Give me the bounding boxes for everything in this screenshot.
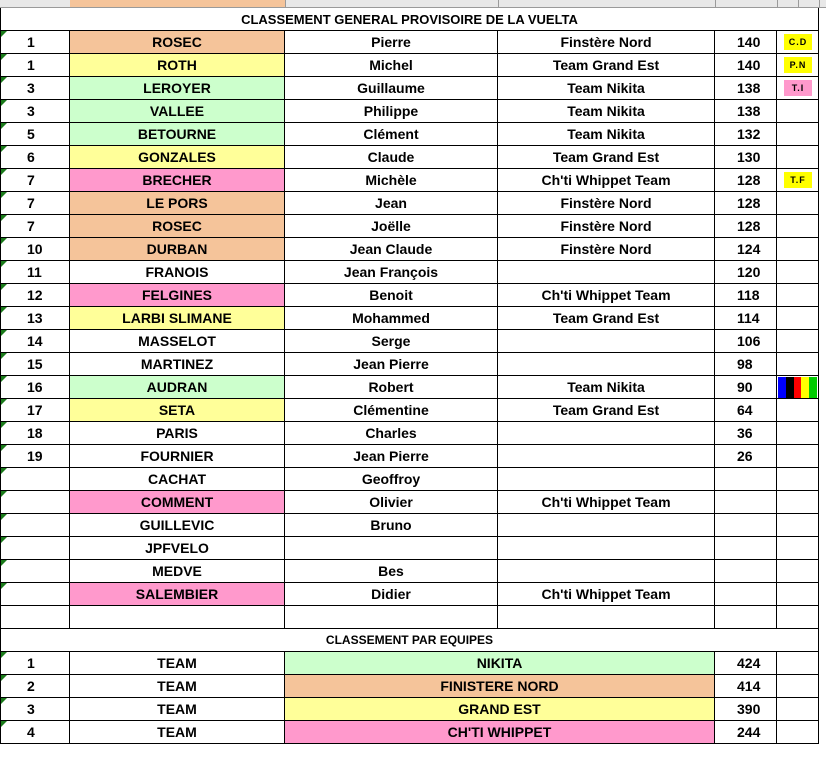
rider-firstname-cell[interactable]: Jean <box>285 192 498 215</box>
team-row <box>0 698 826 721</box>
rider-lastname-cell[interactable]: FRANOIS <box>70 261 285 284</box>
rider-row <box>0 537 826 560</box>
blank-cell-a[interactable] <box>0 606 70 629</box>
rider-lastname-cell[interactable]: PARIS <box>70 422 285 445</box>
rider-rank-cell[interactable]: 7 <box>0 215 70 238</box>
rider-jersey-cell[interactable] <box>777 399 819 422</box>
rider-points-cell[interactable]: 124 <box>715 238 777 261</box>
team-label-cell[interactable]: TEAM <box>70 721 285 744</box>
rider-row <box>0 491 826 514</box>
rider-row <box>0 261 826 284</box>
rider-lastname-cell[interactable]: DURBAN <box>70 238 285 261</box>
rider-row <box>0 353 826 376</box>
rider-row <box>0 100 826 123</box>
rider-rank-cell[interactable]: 5 <box>0 123 70 146</box>
rider-jersey-cell[interactable] <box>777 583 819 606</box>
jersey-badge: C.D <box>784 34 812 50</box>
team-row <box>0 721 826 744</box>
rider-team-cell[interactable] <box>498 468 715 491</box>
team-name-cell[interactable]: CH'TI WHIPPET <box>285 721 715 744</box>
rider-row <box>0 238 826 261</box>
rider-row <box>0 468 826 491</box>
rider-team-cell[interactable]: Finstère Nord <box>498 192 715 215</box>
rider-row <box>0 31 826 54</box>
rider-firstname-cell[interactable]: Didier <box>285 583 498 606</box>
rider-rank-cell[interactable]: 14 <box>0 330 70 353</box>
rider-team-cell[interactable]: Ch'ti Whippet Team <box>498 491 715 514</box>
team-name-cell[interactable]: FINISTERE NORD <box>285 675 715 698</box>
rider-jersey-cell[interactable] <box>777 215 819 238</box>
rider-jersey-cell[interactable] <box>777 376 819 399</box>
team-label-cell[interactable]: TEAM <box>70 698 285 721</box>
rider-jersey-cell[interactable] <box>777 261 819 284</box>
rider-firstname-cell[interactable]: Clémentine <box>285 399 498 422</box>
rider-team-cell[interactable]: Team Nikita <box>498 123 715 146</box>
rider-jersey-cell[interactable] <box>777 123 819 146</box>
column-header-c[interactable] <box>285 0 499 7</box>
team-rank-cell[interactable]: 2 <box>0 675 70 698</box>
team-empty-cell[interactable] <box>777 698 819 721</box>
rider-rank-cell[interactable]: 10 <box>0 238 70 261</box>
rider-points-cell[interactable]: 106 <box>715 330 777 353</box>
rider-rank-cell[interactable] <box>0 491 70 514</box>
rider-firstname-cell[interactable]: Claude <box>285 146 498 169</box>
column-header-f[interactable] <box>777 0 799 7</box>
rider-team-cell[interactable]: Team Grand Est <box>498 399 715 422</box>
rider-row <box>0 422 826 445</box>
rider-lastname-cell[interactable]: LE PORS <box>70 192 285 215</box>
rider-rank-cell[interactable] <box>0 560 70 583</box>
rider-firstname-cell[interactable]: Geoffroy <box>285 468 498 491</box>
rider-row <box>0 123 826 146</box>
rider-jersey-cell[interactable] <box>777 468 819 491</box>
blank-row <box>0 606 826 629</box>
rider-jersey-cell[interactable] <box>777 445 819 468</box>
rider-team-cell[interactable]: Team Nikita <box>498 376 715 399</box>
rider-row <box>0 146 826 169</box>
rider-rank-cell[interactable]: 18 <box>0 422 70 445</box>
rider-jersey-cell[interactable] <box>777 146 819 169</box>
rider-lastname-cell[interactable]: SALEMBIER <box>70 583 285 606</box>
team-empty-cell[interactable] <box>777 652 819 675</box>
team-points-cell[interactable]: 390 <box>715 698 777 721</box>
rider-points-cell[interactable] <box>715 514 777 537</box>
rider-row <box>0 54 826 77</box>
team-rank-cell[interactable]: 4 <box>0 721 70 744</box>
team-rank-cell[interactable]: 3 <box>0 698 70 721</box>
rider-lastname-cell[interactable]: SETA <box>70 399 285 422</box>
rider-points-cell[interactable]: 90 <box>715 376 777 399</box>
rider-firstname-cell[interactable]: Pierre <box>285 31 498 54</box>
rider-firstname-cell[interactable]: Philippe <box>285 100 498 123</box>
rider-team-cell[interactable]: Team Grand Est <box>498 54 715 77</box>
rider-points-cell[interactable]: 26 <box>715 445 777 468</box>
rider-firstname-cell[interactable]: Jean Pierre <box>285 353 498 376</box>
column-header-d[interactable] <box>498 0 716 7</box>
rider-firstname-cell[interactable]: Michel <box>285 54 498 77</box>
rider-points-cell[interactable]: 140 <box>715 31 777 54</box>
rider-lastname-cell[interactable]: GUILLEVIC <box>70 514 285 537</box>
rider-firstname-cell[interactable]: Robert <box>285 376 498 399</box>
rider-team-cell[interactable]: Finstère Nord <box>498 238 715 261</box>
rider-jersey-cell[interactable] <box>777 192 819 215</box>
rider-points-cell[interactable]: 138 <box>715 100 777 123</box>
rider-rank-cell[interactable] <box>0 537 70 560</box>
rider-points-cell[interactable]: 64 <box>715 399 777 422</box>
rider-team-cell[interactable]: Finstère Nord <box>498 215 715 238</box>
rider-team-cell[interactable]: Team Nikita <box>498 100 715 123</box>
rider-rank-cell[interactable]: 11 <box>0 261 70 284</box>
rider-points-cell[interactable]: 128 <box>715 215 777 238</box>
rider-jersey-cell[interactable] <box>777 31 819 54</box>
rider-rank-cell[interactable] <box>0 514 70 537</box>
rider-firstname-cell[interactable]: Benoit <box>285 284 498 307</box>
rider-firstname-cell[interactable]: Olivier <box>285 491 498 514</box>
rider-lastname-cell[interactable]: GONZALES <box>70 146 285 169</box>
rider-team-cell[interactable]: Ch'ti Whippet Team <box>498 583 715 606</box>
rider-jersey-cell[interactable] <box>777 514 819 537</box>
rider-rank-cell[interactable]: 13 <box>0 307 70 330</box>
rider-points-cell[interactable]: 98 <box>715 353 777 376</box>
rider-points-cell[interactable] <box>715 468 777 491</box>
rider-team-cell[interactable]: Team Grand Est <box>498 146 715 169</box>
team-label-cell[interactable]: TEAM <box>70 652 285 675</box>
general-ranking-title[interactable]: CLASSEMENT GENERAL PROVISOIRE DE LA VUELTA <box>0 8 819 31</box>
rider-row <box>0 192 826 215</box>
rider-lastname-cell[interactable]: FOURNIER <box>70 445 285 468</box>
rider-firstname-cell[interactable]: Mohammed <box>285 307 498 330</box>
rider-firstname-cell[interactable]: Jean Claude <box>285 238 498 261</box>
rider-jersey-cell[interactable] <box>777 560 819 583</box>
rider-team-cell[interactable]: Finstère Nord <box>498 31 715 54</box>
rider-team-cell[interactable] <box>498 422 715 445</box>
rider-jersey-cell[interactable] <box>777 54 819 77</box>
rider-rank-cell[interactable]: 7 <box>0 192 70 215</box>
rider-jersey-cell[interactable] <box>777 169 819 192</box>
rider-jersey-cell[interactable] <box>777 422 819 445</box>
team-points-cell[interactable]: 414 <box>715 675 777 698</box>
jersey-badge: P.N <box>784 57 812 73</box>
rider-row <box>0 307 826 330</box>
rider-row <box>0 169 826 192</box>
rider-team-cell[interactable] <box>498 560 715 583</box>
rider-row <box>0 445 826 468</box>
rider-points-cell[interactable]: 128 <box>715 169 777 192</box>
rider-rank-cell[interactable] <box>0 583 70 606</box>
rider-lastname-cell[interactable]: FELGINES <box>70 284 285 307</box>
team-rank-cell[interactable]: 1 <box>0 652 70 675</box>
rider-team-cell[interactable]: Team Grand Est <box>498 307 715 330</box>
rider-team-cell[interactable]: Ch'ti Whippet Team <box>498 284 715 307</box>
rider-lastname-cell[interactable]: ROSEC <box>70 31 285 54</box>
rider-firstname-cell[interactable]: Jean Pierre <box>285 445 498 468</box>
rider-jersey-cell[interactable] <box>777 284 819 307</box>
rider-points-cell[interactable] <box>715 491 777 514</box>
rider-rank-cell[interactable]: 16 <box>0 376 70 399</box>
team-name-cell[interactable]: NIKITA <box>285 652 715 675</box>
team-label-cell[interactable]: TEAM <box>70 675 285 698</box>
rider-row <box>0 77 826 100</box>
rider-team-cell[interactable] <box>498 353 715 376</box>
rider-jersey-cell[interactable] <box>777 353 819 376</box>
rider-lastname-cell[interactable]: MASSELOT <box>70 330 285 353</box>
rider-rank-cell[interactable]: 19 <box>0 445 70 468</box>
rider-jersey-cell[interactable] <box>777 100 819 123</box>
rider-lastname-cell[interactable]: CACHAT <box>70 468 285 491</box>
rider-points-cell[interactable]: 120 <box>715 261 777 284</box>
rider-rank-cell[interactable]: 1 <box>0 31 70 54</box>
column-header-e[interactable] <box>715 0 778 7</box>
rider-lastname-cell[interactable]: ROTH <box>70 54 285 77</box>
rider-firstname-cell[interactable]: Bruno <box>285 514 498 537</box>
blank-cell-b[interactable] <box>70 606 285 629</box>
rider-jersey-cell[interactable] <box>777 537 819 560</box>
rider-rank-cell[interactable]: 15 <box>0 353 70 376</box>
rider-row <box>0 560 826 583</box>
rider-team-cell[interactable] <box>498 261 715 284</box>
rider-lastname-cell[interactable]: COMMENT <box>70 491 285 514</box>
blank-cell-e[interactable] <box>715 606 777 629</box>
rider-lastname-cell[interactable]: MEDVE <box>70 560 285 583</box>
rider-points-cell[interactable] <box>715 560 777 583</box>
rider-team-cell[interactable] <box>498 330 715 353</box>
rider-lastname-cell[interactable]: JPFVELO <box>70 537 285 560</box>
rider-lastname-cell[interactable]: VALLEE <box>70 100 285 123</box>
rider-team-cell[interactable]: Team Nikita <box>498 77 715 100</box>
rider-firstname-cell[interactable]: Serge <box>285 330 498 353</box>
rider-rank-cell[interactable]: 7 <box>0 169 70 192</box>
rider-lastname-cell[interactable]: BETOURNE <box>70 123 285 146</box>
rider-team-cell[interactable]: Ch'ti Whippet Team <box>498 169 715 192</box>
team-row <box>0 652 826 675</box>
rider-jersey-cell[interactable] <box>777 77 819 100</box>
rider-lastname-cell[interactable]: LARBI SLIMANE <box>70 307 285 330</box>
blank-cell-f[interactable] <box>777 606 819 629</box>
team-row <box>0 675 826 698</box>
rider-team-cell[interactable] <box>498 514 715 537</box>
column-header-bar <box>0 0 826 8</box>
rider-lastname-cell[interactable]: ROSEC <box>70 215 285 238</box>
rider-rank-cell[interactable]: 1 <box>0 54 70 77</box>
rider-firstname-cell[interactable]: Bes <box>285 560 498 583</box>
jersey-badge: T.F <box>784 172 812 188</box>
team-points-cell[interactable]: 424 <box>715 652 777 675</box>
rider-jersey-cell[interactable] <box>777 238 819 261</box>
rider-firstname-cell[interactable]: Guillaume <box>285 77 498 100</box>
rider-rank-cell[interactable]: 17 <box>0 399 70 422</box>
rider-row <box>0 330 826 353</box>
rider-team-cell[interactable] <box>498 445 715 468</box>
rider-jersey-cell[interactable] <box>777 307 819 330</box>
column-header-b[interactable] <box>70 0 286 7</box>
rider-row <box>0 399 826 422</box>
rider-rank-cell[interactable]: 3 <box>0 77 70 100</box>
rider-firstname-cell[interactable]: Jean François <box>285 261 498 284</box>
rider-team-cell[interactable] <box>498 537 715 560</box>
rider-rank-cell[interactable] <box>0 468 70 491</box>
jersey-badge: T.I <box>784 80 812 96</box>
rider-firstname-cell[interactable]: Clément <box>285 123 498 146</box>
blank-cell-d[interactable] <box>498 606 715 629</box>
rider-points-cell[interactable]: 36 <box>715 422 777 445</box>
rider-row <box>0 284 826 307</box>
rider-rank-cell[interactable]: 3 <box>0 100 70 123</box>
rider-points-cell[interactable] <box>715 583 777 606</box>
blank-cell-c[interactable] <box>285 606 498 629</box>
column-header-g[interactable] <box>798 0 820 7</box>
rider-points-cell[interactable]: 128 <box>715 192 777 215</box>
rider-points-cell[interactable]: 132 <box>715 123 777 146</box>
rider-points-cell[interactable]: 138 <box>715 77 777 100</box>
rider-points-cell[interactable]: 140 <box>715 54 777 77</box>
team-empty-cell[interactable] <box>777 721 819 744</box>
team-points-cell[interactable]: 244 <box>715 721 777 744</box>
rider-points-cell[interactable]: 130 <box>715 146 777 169</box>
rider-points-cell[interactable] <box>715 537 777 560</box>
rider-row <box>0 376 826 399</box>
rider-row <box>0 215 826 238</box>
team-empty-cell[interactable] <box>777 675 819 698</box>
rider-firstname-cell[interactable]: Joëlle <box>285 215 498 238</box>
rider-lastname-cell[interactable]: BRECHER <box>70 169 285 192</box>
rider-lastname-cell[interactable]: AUDRAN <box>70 376 285 399</box>
rider-firstname-cell[interactable] <box>285 537 498 560</box>
rider-lastname-cell[interactable]: MARTINEZ <box>70 353 285 376</box>
rider-rank-cell[interactable]: 6 <box>0 146 70 169</box>
rider-row <box>0 583 826 606</box>
column-header-a[interactable] <box>0 0 71 7</box>
rider-jersey-cell[interactable] <box>777 491 819 514</box>
team-ranking-title[interactable]: CLASSEMENT PAR EQUIPES <box>0 629 819 652</box>
rider-points-cell[interactable]: 118 <box>715 284 777 307</box>
team-title-row <box>0 629 826 652</box>
title-row <box>0 8 826 31</box>
champion-stripes-icon <box>778 377 817 398</box>
rider-firstname-cell[interactable]: Michèle <box>285 169 498 192</box>
rider-points-cell[interactable]: 114 <box>715 307 777 330</box>
rider-lastname-cell[interactable]: LEROYER <box>70 77 285 100</box>
rider-firstname-cell[interactable]: Charles <box>285 422 498 445</box>
rider-rank-cell[interactable]: 12 <box>0 284 70 307</box>
team-name-cell[interactable]: GRAND EST <box>285 698 715 721</box>
rider-jersey-cell[interactable] <box>777 330 819 353</box>
rider-row <box>0 514 826 537</box>
